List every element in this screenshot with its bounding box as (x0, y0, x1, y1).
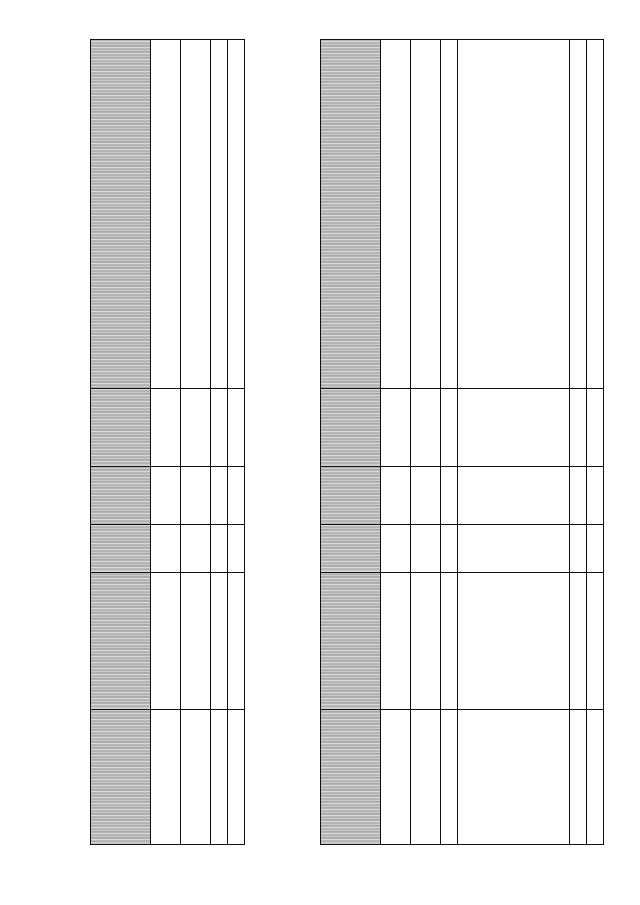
cell-required (181, 389, 211, 467)
cell-name (181, 710, 211, 845)
cell-type (228, 525, 245, 573)
table-row (381, 40, 411, 845)
cell-info (441, 40, 458, 389)
cell-info (211, 40, 228, 389)
header-code (91, 573, 151, 710)
cell-type (181, 525, 211, 573)
cell-info (151, 40, 181, 389)
cell-type (211, 525, 228, 573)
cell-required (151, 389, 181, 467)
cell-format (151, 467, 181, 525)
cell-type (381, 525, 411, 573)
header-info (91, 40, 151, 389)
cell-code (441, 573, 458, 710)
table-row (458, 40, 570, 845)
cell-name (381, 710, 411, 845)
cell-type (441, 525, 458, 573)
cell-info (570, 40, 587, 389)
header-format (321, 467, 381, 525)
table-row (151, 40, 181, 845)
header-required (91, 389, 151, 467)
cell-format (587, 467, 604, 525)
header-type (321, 525, 381, 573)
header-name (321, 710, 381, 845)
cell-code (381, 573, 411, 710)
table-document (320, 39, 604, 845)
cell-code (228, 573, 245, 710)
cell-format (441, 467, 458, 525)
table-row (570, 40, 587, 845)
cell-code (458, 573, 570, 710)
cell-type (411, 525, 441, 573)
header-type (91, 525, 151, 573)
cell-format (381, 467, 411, 525)
cell-name (458, 710, 570, 845)
header-code (321, 573, 381, 710)
cell-code (211, 573, 228, 710)
header-name (91, 710, 151, 845)
cell-type (151, 525, 181, 573)
cell-format (181, 467, 211, 525)
cell-required (381, 389, 411, 467)
table-file (90, 39, 245, 845)
cell-code (587, 573, 604, 710)
cell-name (441, 710, 458, 845)
cell-format (411, 467, 441, 525)
cell-format (570, 467, 587, 525)
cell-info (587, 40, 604, 389)
cell-required (458, 389, 570, 467)
cell-name (587, 710, 604, 845)
cell-code (181, 573, 211, 710)
cell-name (570, 710, 587, 845)
cell-name (228, 710, 245, 845)
table-row (441, 40, 458, 845)
cell-code (151, 573, 181, 710)
cell-required (570, 389, 587, 467)
cell-required (441, 389, 458, 467)
cell-info (228, 40, 245, 389)
cell-required (411, 389, 441, 467)
cell-info (181, 40, 211, 389)
cell-name (211, 710, 228, 845)
cell-type (458, 525, 570, 573)
cell-code (411, 573, 441, 710)
cell-required (228, 389, 245, 467)
cell-info (381, 40, 411, 389)
cell-type (587, 525, 604, 573)
table-row (411, 40, 441, 845)
cell-name (411, 710, 441, 845)
header-info (321, 40, 381, 389)
header-format (91, 467, 151, 525)
header-required (321, 389, 381, 467)
table-row (211, 40, 228, 845)
table-row (181, 40, 211, 845)
table-row (228, 40, 245, 845)
cell-format (458, 467, 570, 525)
cell-required (587, 389, 604, 467)
cell-info (458, 40, 570, 389)
cell-code (570, 573, 587, 710)
cell-name (151, 710, 181, 845)
cell-type (570, 525, 587, 573)
cell-format (228, 467, 245, 525)
cell-info (411, 40, 441, 389)
table-row (587, 40, 604, 845)
cell-format (211, 467, 228, 525)
cell-required (211, 389, 228, 467)
